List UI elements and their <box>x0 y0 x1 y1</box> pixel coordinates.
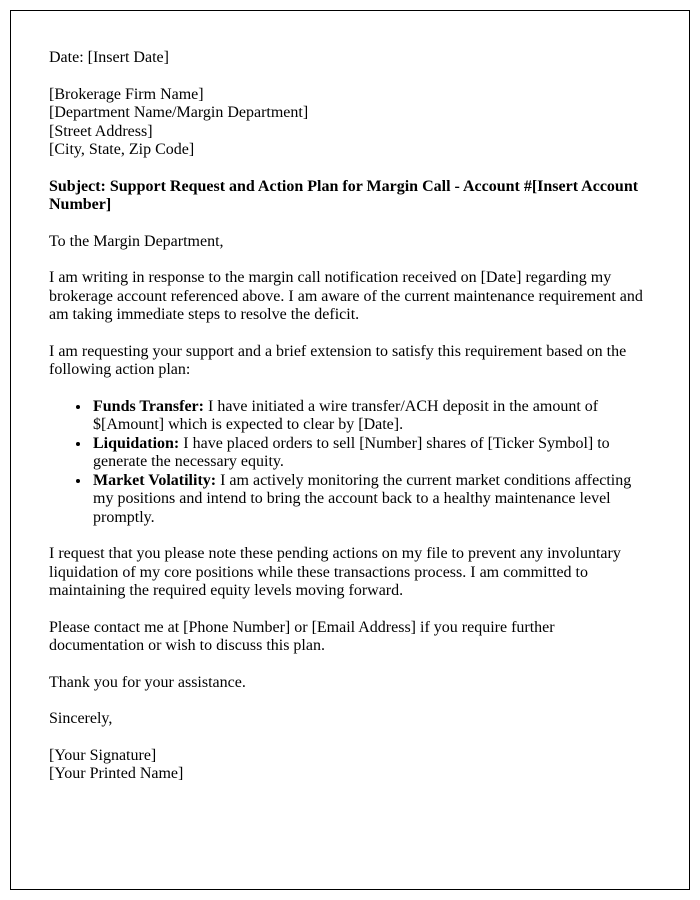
signature-block <box>49 747 651 784</box>
list-item-funds-transfer <box>91 398 651 435</box>
bullet-text-liquidation: I have placed orders to sell [Number] shares of [Ticker Symbol] to generate the necessary equity. <box>93 434 610 470</box>
list-item-liquidation <box>91 435 651 472</box>
bullet-label-liquidation: Liquidation: <box>93 434 180 452</box>
body-paragraph-2: I am requesting your support and a brief extension to satisfy this requirement based on the following action plan: <box>49 342 627 378</box>
recipient-address-block <box>49 86 651 160</box>
bullet-text-market-volatility: I am actively monitoring the current market conditions affecting my positions and intend to bring the account back to a healthy maintenance level promptly. <box>93 471 632 526</box>
date-line: Date: [Insert Date] <box>49 49 169 66</box>
closing-line: Sincerely, <box>49 710 113 727</box>
list-item-market-volatility <box>91 472 651 528</box>
address-line-city: [City, State, Zip Code] <box>49 141 195 158</box>
body-paragraph-1: I am writing in response to the margin call notification received on [Date] regarding my brokerage account referenced above. I am aware of the current maintenance requirement and am taking immediate steps to resolve the deficit. <box>49 269 643 323</box>
bullet-label-market-volatility: Market Volatility: <box>93 471 217 489</box>
letter-content <box>49 49 651 784</box>
address-line-firm: [Brokerage Firm Name] <box>49 85 204 103</box>
bullet-label-funds-transfer: Funds Transfer: <box>93 397 204 415</box>
thank-you-line: Thank you for your assistance. <box>49 673 246 691</box>
address-line-street: [Street Address] <box>49 122 153 140</box>
printed-name-line: [Your Printed Name] <box>49 765 184 782</box>
body-paragraph-4: Please contact me at [Phone Number] or [Email Address] if you require further documentation or wish to discuss this plan. <box>49 618 555 654</box>
letter-page <box>10 10 690 890</box>
address-line-department: [Department Name/Margin Department] <box>49 104 309 121</box>
salutation: To the Margin Department, <box>49 232 224 250</box>
subject-line: Subject: Support Request and Action Plan for Margin Call - Account #[Insert Account Number] <box>49 177 639 213</box>
action-plan-list <box>49 398 651 528</box>
signature-line: [Your Signature] <box>49 746 157 764</box>
bullet-text-funds-transfer: I have initiated a wire transfer/ACH deposit in the amount of $[Amount] which is expected to clear by [Date]. <box>93 397 599 433</box>
body-paragraph-3: I request that you please note these pending actions on my file to prevent any involuntary liquidation of my core positions while these transactions process. I am committed to maintaining the required equity levels moving forward. <box>49 545 621 599</box>
